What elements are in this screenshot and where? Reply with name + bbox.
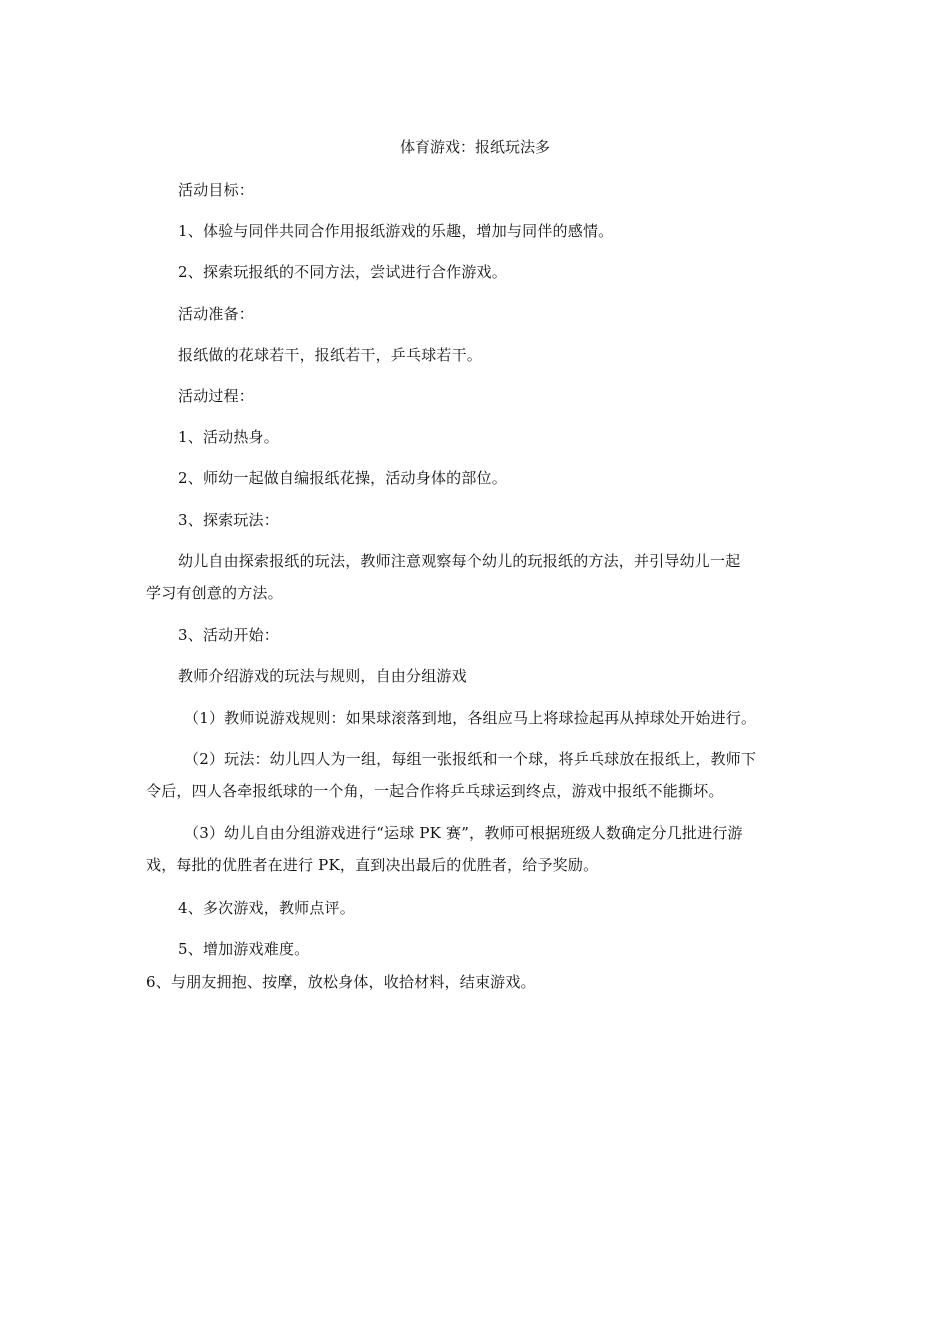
goal-item-2: 2、探索玩报纸的不同方法，尝试进行合作游戏。: [178, 263, 507, 281]
step-explore: 3、探索玩法：: [178, 511, 279, 529]
explore-paragraph-line-2: 学习有创意的方法。: [146, 584, 283, 602]
rule-2-line-1: （2）玩法：幼儿四人为一组，每组一张报纸和一个球，将乒乓球放在报纸上，教师下: [184, 750, 757, 768]
rule-1: （1）教师说游戏规则：如果球滚落到地，各组应马上将球捡起再从掉球处开始进行。: [184, 709, 757, 727]
step-closing: 6、与朋友拥抱、按摩，放松身体，收拾材料，结束游戏。: [146, 973, 536, 991]
prep-text: 报纸做的花球若干，报纸若干，乒乓球若干。: [178, 346, 483, 364]
step-start: 3、活动开始：: [178, 626, 279, 644]
rule-3-line-1: （3）幼儿自由分组游戏进行“运球 PK 赛”，教师可根据班级人数确定分几批进行游: [184, 824, 743, 842]
goal-heading: 活动目标：: [178, 181, 255, 199]
start-intro: 教师介绍游戏的玩法与规则，自由分组游戏: [178, 667, 467, 685]
step-exercise: 2、师幼一起做自编报纸花操，活动身体的部位。: [178, 469, 507, 487]
goal-item-1: 1、体验与同伴共同合作用报纸游戏的乐趣，增加与同伴的感情。: [178, 222, 614, 240]
document-title: 体育游戏：报纸玩法多: [399, 138, 550, 156]
rule-2-line-2: 令后，四人各牵报纸球的一个角，一起合作将乒乓球运到终点，游戏中报纸不能撕坏。: [146, 782, 724, 800]
step-repeat: 4、多次游戏，教师点评。: [178, 899, 355, 917]
process-heading: 活动过程：: [178, 387, 255, 405]
explore-paragraph-line-1: 幼儿自由探索报纸的玩法，教师注意观察每个幼儿的玩报纸的方法，并引导幼儿一起: [178, 552, 741, 570]
step-difficulty: 5、增加游戏难度。: [178, 940, 310, 958]
step-warmup: 1、活动热身。: [178, 428, 279, 446]
rule-3-line-2: 戏，每批的优胜者在进行 PK，直到决出最后的优胜者，给予奖励。: [146, 856, 599, 874]
prep-heading: 活动准备：: [178, 305, 255, 323]
